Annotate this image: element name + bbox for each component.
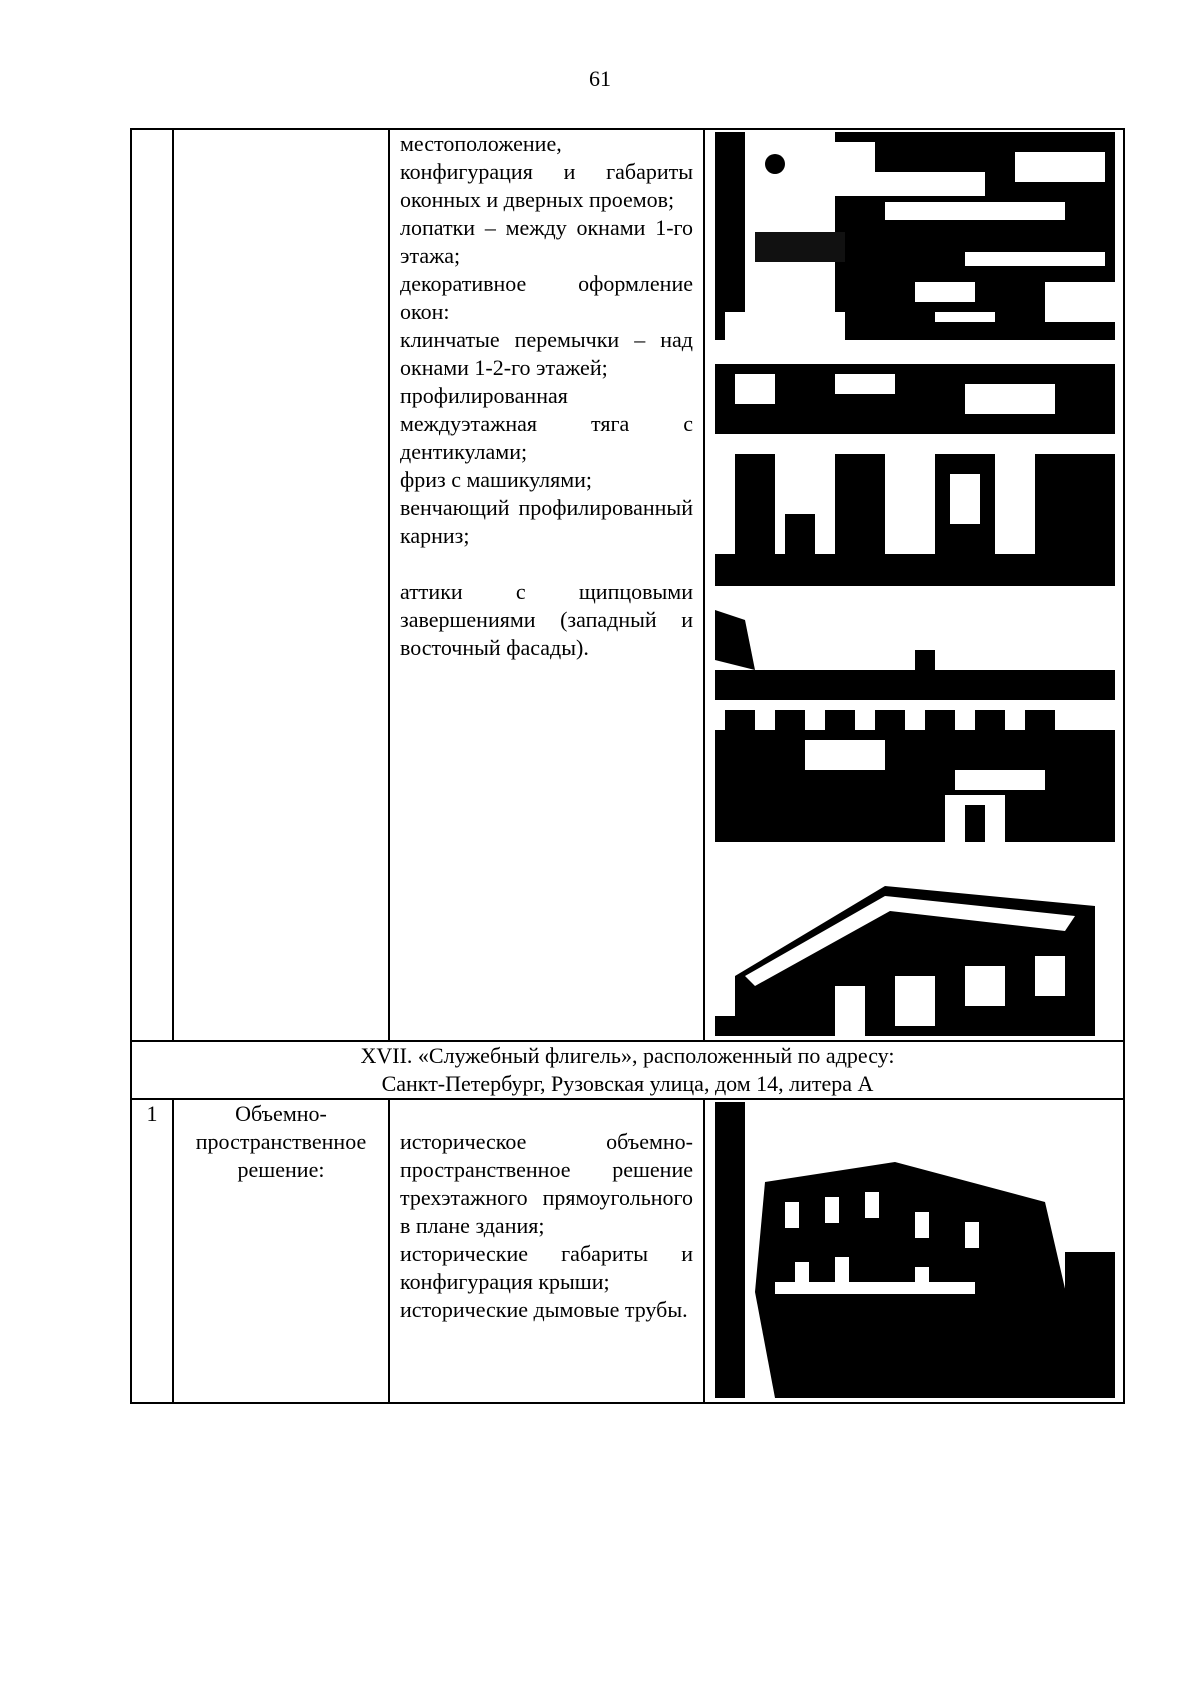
element-cell bbox=[173, 129, 389, 1041]
page-number: 61 bbox=[589, 66, 611, 91]
facade-wall-photo bbox=[715, 132, 1115, 340]
description-line: венчающий профилированный карниз; bbox=[400, 495, 693, 548]
row-number-cell bbox=[131, 129, 173, 1041]
description-line: исторические габариты и конфигурация крыши; bbox=[400, 1241, 693, 1294]
description-line: клинчатые перемычки – над окнами 1-2-го этажей; bbox=[400, 327, 693, 380]
facade-windows-photo bbox=[715, 364, 1115, 586]
photo-cell bbox=[704, 1099, 1124, 1403]
cornice-angle-photo bbox=[715, 866, 1115, 1036]
description-line: лопатки – между окнами 1-го этажа; bbox=[400, 215, 693, 268]
description-line: местоположение, bbox=[400, 131, 562, 156]
attic-cornice-photo bbox=[715, 610, 1115, 842]
outbuilding-photo bbox=[715, 1102, 1115, 1398]
section-title-line1: XVII. «Служебный флигель», расположенный по адресу: bbox=[360, 1043, 895, 1068]
section-header-cell bbox=[131, 1041, 1124, 1099]
description-line: историческое объемно-пространственное решение трехэтажного прямоугольного в плане здания; bbox=[400, 1129, 693, 1238]
description-line: конфигурация и габариты оконных и дверных проемов; bbox=[400, 159, 693, 212]
description-line: профилированная междуэтажная тяга с дентикулами; bbox=[400, 383, 693, 464]
paragraph-gap bbox=[400, 550, 693, 578]
item-row bbox=[131, 1099, 1124, 1403]
description-cell bbox=[389, 129, 704, 1041]
protection-subject-table bbox=[130, 128, 1125, 1404]
description-line: декоративное оформление окон: bbox=[400, 271, 693, 324]
description-line: фриз с машикулями; bbox=[400, 467, 593, 492]
photo-cell bbox=[704, 129, 1124, 1041]
description-line: исторические дымовые трубы. bbox=[400, 1297, 688, 1322]
element-name: Объемно-пространственное решение: bbox=[195, 1101, 367, 1182]
section-title-line2: Санкт-Петербург, Рузовская улица, дом 14, литера А bbox=[381, 1071, 874, 1096]
section-header-row bbox=[131, 1041, 1124, 1099]
row-number-cell bbox=[131, 1099, 173, 1403]
description-cell bbox=[389, 1099, 704, 1403]
description-line: аттики с щипцовыми завершениями (западный и восточный фасады). bbox=[400, 579, 693, 660]
row-number: 1 bbox=[146, 1101, 158, 1126]
continued-row bbox=[131, 129, 1124, 1041]
element-cell bbox=[173, 1099, 389, 1403]
